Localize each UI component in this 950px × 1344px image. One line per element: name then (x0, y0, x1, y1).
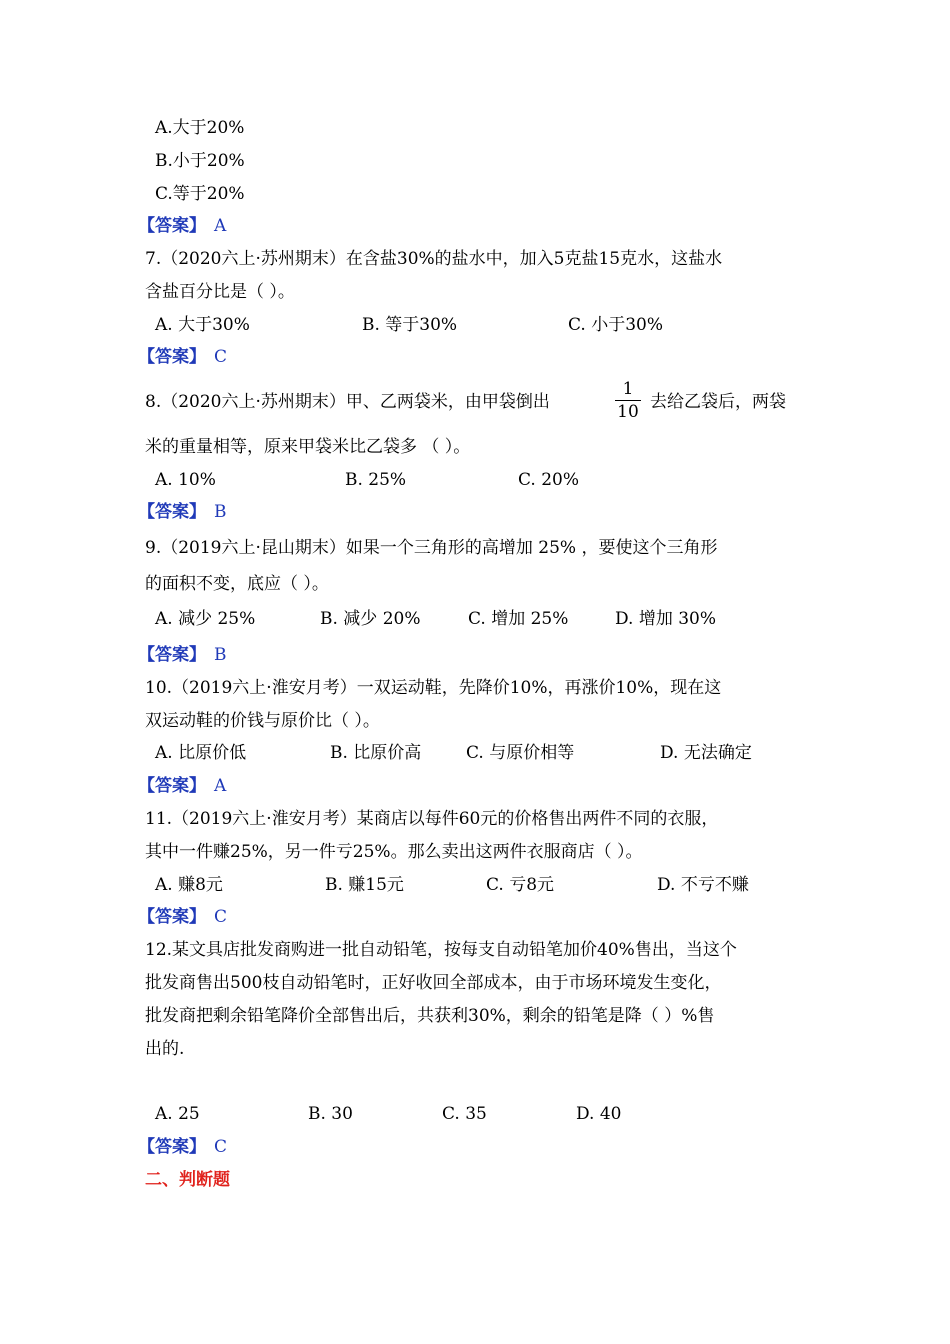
q12-option-a: A. 25 (155, 1104, 200, 1124)
q8-fraction (615, 379, 641, 422)
answer-value: B (214, 645, 227, 665)
q9-line-2: 的面积不变，底应（ ）。 (145, 574, 329, 594)
q11-line-1: 11.（2019六上·淮安月考）某商店以每件60元的价格售出两件不同的衣服， (145, 809, 719, 829)
q8-line-2: 米的重量相等，原来甲袋米比乙袋多 （ ）。 (145, 437, 471, 457)
q7-line-2: 含盐百分比是（ ）。 (145, 282, 295, 302)
fraction-denominator: 10 (617, 402, 639, 422)
q12-option-b: B. 30 (308, 1104, 353, 1124)
q9-answer (138, 643, 227, 667)
answer-label: 【答案】 (138, 1137, 206, 1157)
answer-value: C (214, 907, 228, 927)
q10-answer (138, 774, 226, 798)
q11-option-d: D. 不亏不赚 (657, 875, 749, 895)
q7-answer (138, 345, 227, 369)
answer-value: B (214, 502, 227, 522)
answer-value: C (214, 347, 228, 367)
q12-answer (138, 1135, 227, 1159)
q12-option-c: C. 35 (442, 1104, 487, 1124)
answer-label: 【答案】 (138, 216, 206, 236)
answer-label: 【答案】 (138, 502, 206, 522)
q6-option-a: A.大于20% (155, 118, 245, 138)
q9-option-a: A. 减少 25% (155, 609, 256, 629)
q10-option-d: D. 无法确定 (660, 743, 752, 763)
q9-option-c: C. 增加 25% (468, 609, 569, 629)
answer-value: A (214, 776, 227, 796)
answer-label: 【答案】 (138, 776, 206, 796)
q7-line-1: 7.（2020六上·苏州期末）在含盐30%的盐水中，加入5克盐15克水，这盐水 (145, 249, 723, 269)
q6-option-c: C.等于20% (155, 184, 245, 204)
answer-value: A (214, 216, 227, 236)
fraction-numerator: 1 (622, 379, 634, 399)
q6-answer (138, 214, 226, 238)
q11-option-c: C. 亏8元 (486, 875, 555, 895)
q10-line-2: 双运动鞋的价钱与原价比（ ）。 (145, 711, 380, 731)
q7-option-a: A. 大于30% (155, 315, 250, 335)
q8-line-1-start: 8.（2020六上·苏州期末）甲、乙两袋米，由甲袋倒出 (145, 392, 550, 412)
q12-line-1: 12.某文具店批发商购进一批自动铅笔，按每支自动铅笔加价40%售出，当这个 (145, 940, 737, 960)
q8-option-a: A. 10% (155, 470, 216, 490)
answer-value: C (214, 1137, 228, 1157)
q8-answer (138, 500, 227, 524)
q12-line-4: 出的. (145, 1039, 185, 1059)
q11-option-b: B. 赚15元 (325, 875, 404, 895)
q12-option-d: D. 40 (576, 1104, 622, 1124)
q11-line-2: 其中一件赚25%，另一件亏25%。那么卖出这两件衣服商店（ ）。 (145, 842, 643, 862)
q10-line-1: 10.（2019六上·淮安月考）一双运动鞋，先降价10%，再涨价10%，现在这 (145, 678, 722, 698)
q6-option-b: B.小于20% (155, 151, 245, 171)
answer-label: 【答案】 (138, 645, 206, 665)
q8-option-b: B. 25% (345, 470, 407, 490)
q10-option-c: C. 与原价相等 (466, 743, 575, 763)
answer-label: 【答案】 (138, 907, 206, 927)
q11-answer (138, 905, 227, 929)
section-title-judgment: 二、判断题 (145, 1170, 230, 1190)
q9-option-b: B. 减少 20% (320, 609, 421, 629)
q10-option-b: B. 比原价高 (330, 743, 422, 763)
answer-label: 【答案】 (138, 347, 206, 367)
q7-option-b: B. 等于30% (362, 315, 458, 335)
q7-option-c: C. 小于30% (568, 315, 663, 335)
q10-option-a: A. 比原价低 (155, 743, 247, 763)
q9-option-d: D. 增加 30% (615, 609, 717, 629)
q12-line-2: 批发商售出500枝自动铅笔时，正好收回全部成本，由于市场环境发生变化， (145, 973, 722, 993)
q8-line-1-end: 去给乙袋后，两袋 (650, 392, 786, 412)
q9-line-1: 9.（2019六上·昆山期末）如果一个三角形的高增加 25% ，要使这个三角形 (145, 538, 718, 558)
q11-option-a: A. 赚8元 (155, 875, 223, 895)
q8-option-c: C. 20% (518, 470, 579, 490)
q12-line-3: 批发商把剩余铅笔降价全部售出后，共获利30%，剩余的铅笔是降（ ）%售 (145, 1006, 715, 1026)
fraction-bar (615, 400, 641, 401)
